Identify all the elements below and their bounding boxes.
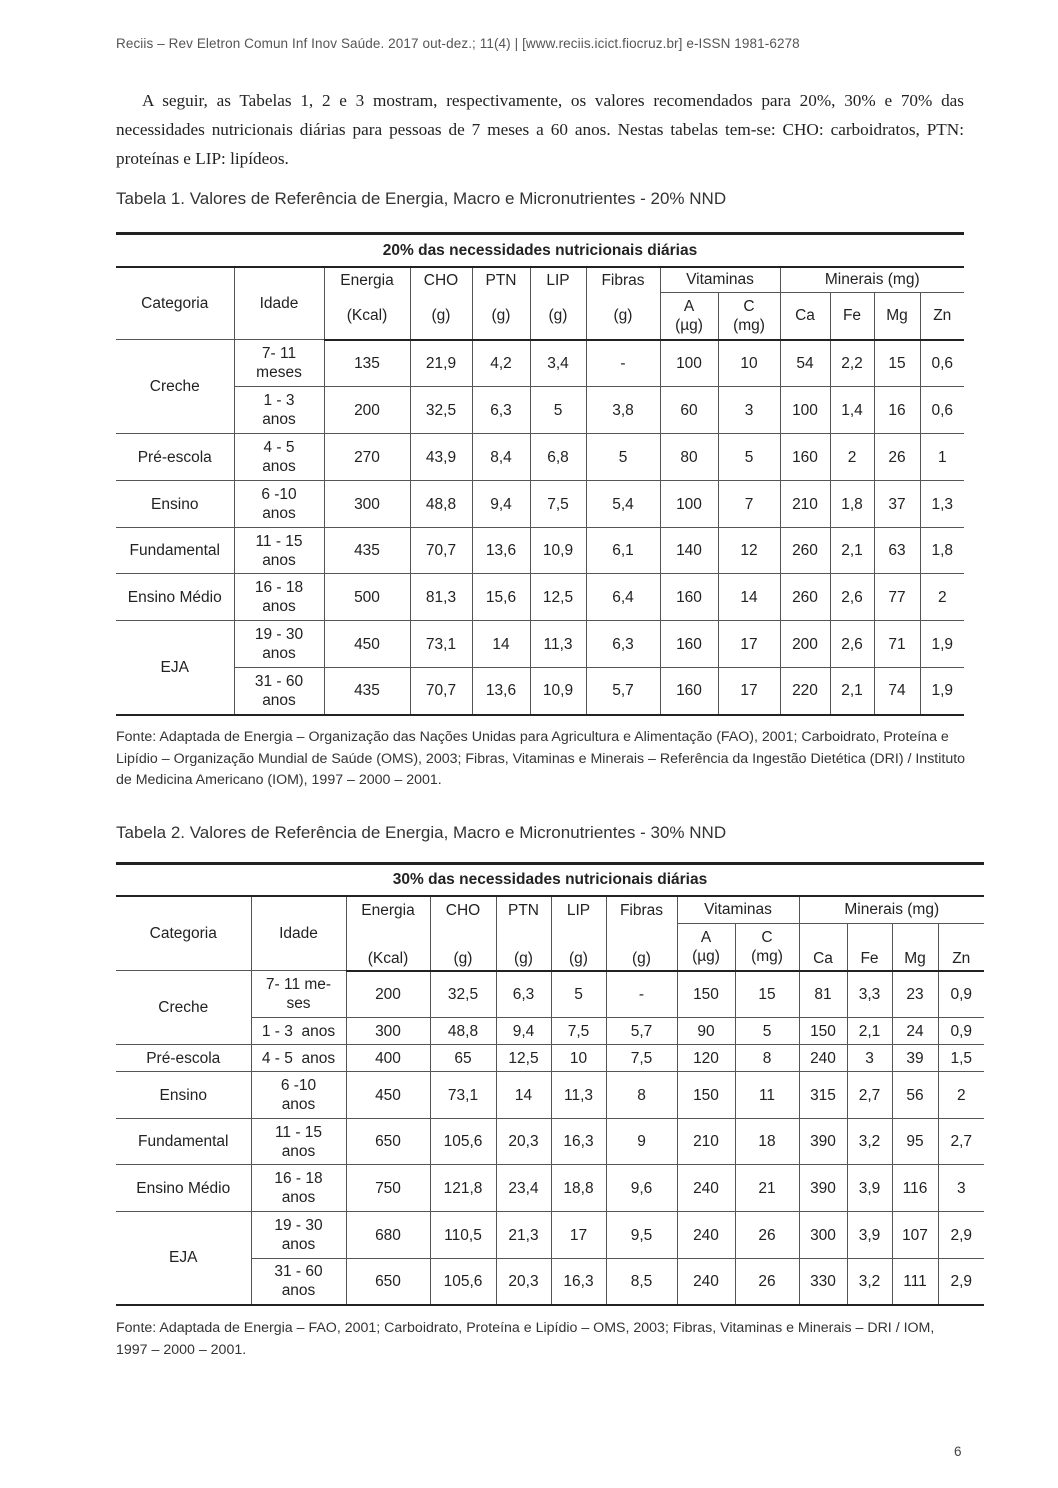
value-cell: 2,1 (830, 528, 874, 574)
value-cell: 240 (799, 1045, 847, 1072)
value-cell: 73,1 (430, 1072, 496, 1119)
value-cell: 21,9 (410, 340, 472, 387)
category-cell: EJA (116, 1212, 251, 1305)
col-header-fibras: Fibras (586, 267, 660, 293)
category-cell: Pré-escola (116, 1045, 251, 1072)
unit-g: (g) (472, 293, 530, 340)
value-cell: 3,4 (530, 340, 586, 387)
value-cell: 80 (660, 434, 718, 481)
value-cell: 6,3 (586, 621, 660, 668)
value-cell: 8,4 (472, 434, 530, 481)
value-cell: 10,9 (530, 528, 586, 574)
intro-paragraph (116, 86, 964, 173)
value-cell: 0,6 (920, 387, 964, 434)
value-cell: 90 (677, 1018, 735, 1045)
table1-caption: Tabela 1. Valores de Referência de Energia, Macro e Micronutrientes - 20% NND (116, 189, 727, 208)
col-header-vit-a: A (µg) (677, 924, 735, 971)
age-cell: 19 - 30 anos (234, 621, 324, 668)
value-cell: 1,3 (920, 481, 964, 528)
value-cell: 210 (780, 481, 830, 528)
value-cell: 17 (718, 668, 780, 715)
value-cell: 2 (938, 1072, 984, 1119)
value-cell: 0,9 (938, 1018, 984, 1045)
col-header-energia: Energia (346, 896, 430, 924)
col-header-lip: LIP (551, 896, 606, 924)
value-cell: 5 (551, 971, 606, 1018)
category-cell: Ensino Médio (116, 1165, 251, 1212)
value-cell: 9,6 (606, 1165, 677, 1212)
value-cell: 450 (346, 1072, 430, 1119)
col-header-fibras: Fibras (606, 896, 677, 924)
value-cell: 14 (496, 1072, 551, 1119)
unit-g: (g) (530, 293, 586, 340)
value-cell: 9,4 (496, 1018, 551, 1045)
value-cell: 260 (780, 574, 830, 621)
value-cell: 7,5 (551, 1018, 606, 1045)
value-cell: 16,3 (551, 1259, 606, 1305)
value-cell: 23,4 (496, 1165, 551, 1212)
category-cell: Ensino Médio (116, 574, 234, 621)
table-row (116, 1045, 984, 1072)
value-cell: 160 (660, 668, 718, 715)
value-cell: 54 (780, 340, 830, 387)
value-cell: 2,6 (830, 621, 874, 668)
category-cell: Fundamental (116, 1119, 251, 1165)
value-cell: 74 (874, 668, 920, 715)
unit-g: (g) (496, 924, 551, 971)
value-cell: 1,9 (920, 668, 964, 715)
value-cell: 140 (660, 528, 718, 574)
value-cell: 8 (606, 1072, 677, 1119)
age-cell: 16 - 18 anos (234, 574, 324, 621)
col-header-ptn: PTN (496, 896, 551, 924)
value-cell: 5 (718, 434, 780, 481)
value-cell: 17 (551, 1212, 606, 1259)
value-cell: 8 (735, 1045, 799, 1072)
table1-source: Fonte: Adaptada de Energia – Organização das Nações Unidas para Agricultura e Alimentação (FAO), 2001; Carboidrato, Proteína e Lipídio – Organização Mundial de Saúde (OMS), 2003; Fibras, Vitaminas e Minerais – Referência da Ingestão Dietética (DRI) / Instituto de Medicina Americano (IOM), 1997 – 2000 – 2001. (116, 729, 966, 788)
value-cell: 9,5 (606, 1212, 677, 1259)
unit-kcal: (Kcal) (346, 924, 430, 971)
age-cell: 7- 11 me- ses (251, 971, 346, 1018)
value-cell: 14 (472, 621, 530, 668)
value-cell: 11,3 (551, 1072, 606, 1119)
value-cell: 3,3 (847, 971, 892, 1018)
category-cell: Fundamental (116, 528, 234, 574)
value-cell: 81 (799, 971, 847, 1018)
value-cell: 39 (892, 1045, 938, 1072)
age-cell: 31 - 60 anos (251, 1259, 346, 1305)
value-cell: 10 (551, 1045, 606, 1072)
value-cell: 7,5 (606, 1045, 677, 1072)
value-cell: 18,8 (551, 1165, 606, 1212)
value-cell: 16,3 (551, 1119, 606, 1165)
value-cell: 11 (735, 1072, 799, 1119)
category-cell: Ensino (116, 1072, 251, 1119)
col-header-zn: Zn (920, 293, 964, 340)
value-cell: 14 (718, 574, 780, 621)
table-title: 30% das necessidades nutricionais diárias (116, 864, 984, 896)
value-cell: 100 (780, 387, 830, 434)
unit-g: (g) (410, 293, 472, 340)
value-cell: 150 (799, 1018, 847, 1045)
value-cell: 330 (799, 1259, 847, 1305)
col-header-mg: Mg (892, 924, 938, 971)
value-cell: 105,6 (430, 1119, 496, 1165)
value-cell: 500 (324, 574, 410, 621)
value-cell: 3,2 (847, 1259, 892, 1305)
table-row (116, 340, 964, 387)
table-row (116, 621, 964, 668)
value-cell: 18 (735, 1119, 799, 1165)
value-cell: 121,8 (430, 1165, 496, 1212)
value-cell: 160 (660, 574, 718, 621)
value-cell: 3 (938, 1165, 984, 1212)
value-cell: 107 (892, 1212, 938, 1259)
value-cell: 260 (780, 528, 830, 574)
value-cell: 8,5 (606, 1259, 677, 1305)
value-cell: 6,4 (586, 574, 660, 621)
running-header: Reciis – Rev Eletron Comun Inf Inov Saúde. 2017 out-dez.; 11(4) | [www.reciis.icict.fiocruz.br] e-ISSN 1981-6278 (116, 36, 800, 51)
col-header-mg: Mg (874, 293, 920, 340)
value-cell: 77 (874, 574, 920, 621)
table2 (116, 862, 984, 1306)
table2-caption: Tabela 2. Valores de Referência de Energia, Macro e Micronutrientes - 30% NND (116, 823, 727, 842)
age-cell: 1 - 3 anos (251, 1018, 346, 1045)
value-cell: 21,3 (496, 1212, 551, 1259)
value-cell: 24 (892, 1018, 938, 1045)
value-cell: 240 (677, 1259, 735, 1305)
age-cell: 4 - 5 anos (251, 1045, 346, 1072)
value-cell: 48,8 (430, 1018, 496, 1045)
age-cell: 6 -10 anos (251, 1072, 346, 1119)
value-cell: 12 (718, 528, 780, 574)
value-cell: 240 (677, 1165, 735, 1212)
value-cell: 160 (780, 434, 830, 481)
col-header-idade: Idade (251, 896, 346, 971)
age-cell: 31 - 60 anos (234, 668, 324, 715)
value-cell: 15 (874, 340, 920, 387)
value-cell: 200 (346, 971, 430, 1018)
category-cell: Pré-escola (116, 434, 234, 481)
value-cell: 2,1 (830, 668, 874, 715)
value-cell: 70,7 (410, 668, 472, 715)
col-header-vitaminas: Vitaminas (677, 896, 799, 924)
value-cell: 6,1 (586, 528, 660, 574)
value-cell: 160 (660, 621, 718, 668)
value-cell: 37 (874, 481, 920, 528)
page-number: 6 (954, 1444, 962, 1459)
col-header-vit-a: A (µg) (660, 293, 718, 340)
table-title: 20% das necessidades nutricionais diárias (116, 234, 964, 267)
value-cell: 21 (735, 1165, 799, 1212)
table-row (116, 668, 964, 715)
col-header-fe: Fe (830, 293, 874, 340)
value-cell: 1,9 (920, 621, 964, 668)
value-cell: 10,9 (530, 668, 586, 715)
value-cell: 15,6 (472, 574, 530, 621)
col-header-minerais: Minerais (mg) (799, 896, 984, 924)
value-cell: 0,6 (920, 340, 964, 387)
value-cell: 210 (677, 1119, 735, 1165)
value-cell: - (586, 340, 660, 387)
value-cell: 12,5 (530, 574, 586, 621)
value-cell: 7,5 (530, 481, 586, 528)
age-cell: 19 - 30 anos (251, 1212, 346, 1259)
value-cell: 3 (847, 1045, 892, 1072)
value-cell: 1 (920, 434, 964, 481)
value-cell: 81,3 (410, 574, 472, 621)
value-cell: 110,5 (430, 1212, 496, 1259)
value-cell: 300 (799, 1212, 847, 1259)
unit-g: (g) (551, 924, 606, 971)
unit-g: (g) (606, 924, 677, 971)
intro-text: A seguir, as Tabelas 1, 2 e 3 mostram, respectivamente, os valores recomendados para 20%, 30% e 70% das necessidades nutricionais diárias para pessoas de 7 meses a 60 anos. Nestas tabelas tem-se: CHO: carboidratos, PTN: proteínas e LIP: lipídeos. (116, 91, 964, 168)
col-header-ca: Ca (799, 924, 847, 971)
value-cell: 750 (346, 1165, 430, 1212)
age-cell: 7- 11 meses (234, 340, 324, 387)
table-row (116, 971, 984, 1018)
value-cell: 300 (346, 1018, 430, 1045)
age-cell: 16 - 18 anos (251, 1165, 346, 1212)
value-cell: 5 (586, 434, 660, 481)
value-cell: 63 (874, 528, 920, 574)
col-header-cho: CHO (410, 267, 472, 293)
value-cell: 6,3 (472, 387, 530, 434)
value-cell: 650 (346, 1119, 430, 1165)
col-header-categoria: Categoria (116, 896, 251, 971)
value-cell: 65 (430, 1045, 496, 1072)
table2-source: Fonte: Adaptada de Energia – FAO, 2001; Carboidrato, Proteína e Lipídio – OMS, 2003; Fibras, Vitaminas e Minerais – DRI / IOM, 1997 – 2000 – 2001. (116, 1320, 935, 1358)
value-cell: 435 (324, 528, 410, 574)
value-cell: 680 (346, 1212, 430, 1259)
value-cell: 1,8 (920, 528, 964, 574)
value-cell: 1,4 (830, 387, 874, 434)
value-cell: 11,3 (530, 621, 586, 668)
col-header-zn: Zn (938, 924, 984, 971)
table-row (116, 574, 964, 621)
value-cell: 116 (892, 1165, 938, 1212)
value-cell: 26 (874, 434, 920, 481)
value-cell: 5 (530, 387, 586, 434)
value-cell: 3,9 (847, 1165, 892, 1212)
value-cell: 435 (324, 668, 410, 715)
value-cell: 150 (677, 971, 735, 1018)
col-header-lip: LIP (530, 267, 586, 293)
value-cell: 150 (677, 1072, 735, 1119)
value-cell: 100 (660, 481, 718, 528)
table-row (116, 1212, 984, 1259)
age-cell: 11 - 15 anos (234, 528, 324, 574)
value-cell: 2 (920, 574, 964, 621)
value-cell: 450 (324, 621, 410, 668)
value-cell: 23 (892, 971, 938, 1018)
value-cell: 650 (346, 1259, 430, 1305)
category-cell: Creche (116, 971, 251, 1045)
value-cell: 10 (718, 340, 780, 387)
table-row (116, 481, 964, 528)
table-row (116, 1072, 984, 1119)
age-cell: 6 -10 anos (234, 481, 324, 528)
value-cell: 20,3 (496, 1119, 551, 1165)
value-cell: 3 (718, 387, 780, 434)
col-header-categoria: Categoria (116, 267, 234, 340)
col-header-cho: CHO (430, 896, 496, 924)
table-row (116, 528, 964, 574)
table-row (116, 1165, 984, 1212)
value-cell: 0,9 (938, 971, 984, 1018)
value-cell: 20,3 (496, 1259, 551, 1305)
value-cell: 111 (892, 1259, 938, 1305)
value-cell: 390 (799, 1119, 847, 1165)
value-cell: 120 (677, 1045, 735, 1072)
col-header-idade: Idade (234, 267, 324, 340)
value-cell: - (606, 971, 677, 1018)
value-cell: 240 (677, 1212, 735, 1259)
table-row (116, 1119, 984, 1165)
col-header-vit-c: C (mg) (718, 293, 780, 340)
col-header-ca: Ca (780, 293, 830, 340)
value-cell: 390 (799, 1165, 847, 1212)
value-cell: 2,7 (847, 1072, 892, 1119)
value-cell: 9,4 (472, 481, 530, 528)
value-cell: 315 (799, 1072, 847, 1119)
value-cell: 3,8 (586, 387, 660, 434)
value-cell: 13,6 (472, 668, 530, 715)
value-cell: 200 (324, 387, 410, 434)
value-cell: 71 (874, 621, 920, 668)
value-cell: 48,8 (410, 481, 472, 528)
value-cell: 17 (718, 621, 780, 668)
value-cell: 5,7 (606, 1018, 677, 1045)
value-cell: 220 (780, 668, 830, 715)
value-cell: 2 (830, 434, 874, 481)
unit-g: (g) (430, 924, 496, 971)
value-cell: 300 (324, 481, 410, 528)
unit-g: (g) (586, 293, 660, 340)
value-cell: 16 (874, 387, 920, 434)
value-cell: 5,7 (586, 668, 660, 715)
value-cell: 9 (606, 1119, 677, 1165)
value-cell: 100 (660, 340, 718, 387)
value-cell: 73,1 (410, 621, 472, 668)
value-cell: 135 (324, 340, 410, 387)
age-cell: 11 - 15 anos (251, 1119, 346, 1165)
age-cell: 1 - 3 anos (234, 387, 324, 434)
value-cell: 95 (892, 1119, 938, 1165)
value-cell: 5,4 (586, 481, 660, 528)
value-cell: 26 (735, 1259, 799, 1305)
value-cell: 32,5 (430, 971, 496, 1018)
value-cell: 200 (780, 621, 830, 668)
value-cell: 4,2 (472, 340, 530, 387)
category-cell: EJA (116, 621, 234, 715)
value-cell: 2,9 (938, 1212, 984, 1259)
table1 (116, 232, 964, 716)
value-cell: 6,8 (530, 434, 586, 481)
col-header-vit-c: C (mg) (735, 924, 799, 971)
age-cell: 4 - 5 anos (234, 434, 324, 481)
value-cell: 270 (324, 434, 410, 481)
col-header-vitaminas: Vitaminas (660, 267, 780, 293)
value-cell: 12,5 (496, 1045, 551, 1072)
col-header-ptn: PTN (472, 267, 530, 293)
value-cell: 3,2 (847, 1119, 892, 1165)
value-cell: 105,6 (430, 1259, 496, 1305)
value-cell: 56 (892, 1072, 938, 1119)
col-header-energia: Energia (324, 267, 410, 293)
value-cell: 400 (346, 1045, 430, 1072)
value-cell: 2,1 (847, 1018, 892, 1045)
value-cell: 32,5 (410, 387, 472, 434)
col-header-fe: Fe (847, 924, 892, 971)
table-row (116, 387, 964, 434)
category-cell: Creche (116, 340, 234, 434)
value-cell: 43,9 (410, 434, 472, 481)
category-cell: Ensino (116, 481, 234, 528)
col-header-minerais: Minerais (mg) (780, 267, 964, 293)
table-row (116, 434, 964, 481)
value-cell: 7 (718, 481, 780, 528)
value-cell: 26 (735, 1212, 799, 1259)
value-cell: 60 (660, 387, 718, 434)
value-cell: 2,7 (938, 1119, 984, 1165)
value-cell: 1,8 (830, 481, 874, 528)
unit-kcal: (Kcal) (324, 293, 410, 340)
value-cell: 2,6 (830, 574, 874, 621)
value-cell: 15 (735, 971, 799, 1018)
value-cell: 2,9 (938, 1259, 984, 1305)
value-cell: 3,9 (847, 1212, 892, 1259)
value-cell: 1,5 (938, 1045, 984, 1072)
value-cell: 2,2 (830, 340, 874, 387)
value-cell: 13,6 (472, 528, 530, 574)
value-cell: 70,7 (410, 528, 472, 574)
value-cell: 6,3 (496, 971, 551, 1018)
value-cell: 5 (735, 1018, 799, 1045)
